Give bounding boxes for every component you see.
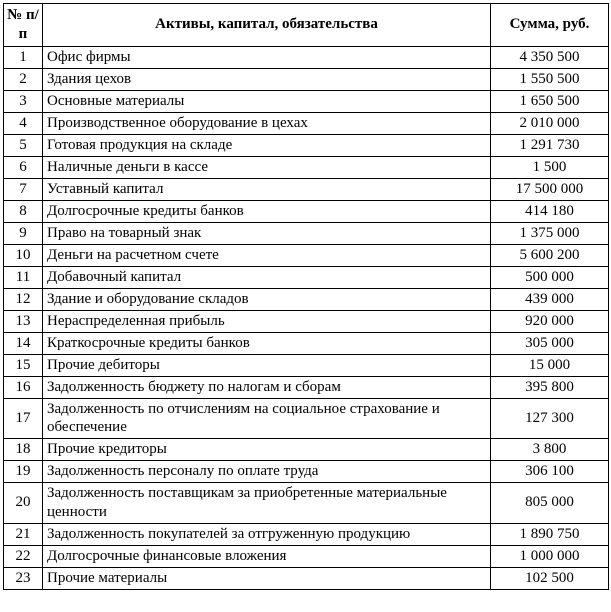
row-amount-cell: 500 000: [491, 266, 609, 288]
row-name-cell: Задолженность бюджету по налогам и сборам: [43, 376, 491, 398]
table-row: [4, 46, 609, 68]
row-amount-cell: 2 010 000: [491, 112, 609, 134]
row-name-cell: Право на товарный знак: [43, 222, 491, 244]
row-name-cell: Уставный капитал: [43, 178, 491, 200]
row-number-cell: 21: [4, 523, 43, 545]
row-amount-cell: 15 000: [491, 354, 609, 376]
row-number-cell: 22: [4, 545, 43, 567]
row-number-cell: 13: [4, 310, 43, 332]
row-name-cell: Прочие материалы: [43, 567, 491, 589]
table-row: [4, 439, 609, 461]
row-name-cell: Здание и оборудование складов: [43, 288, 491, 310]
table-row: [4, 398, 609, 439]
row-name-cell: Офис фирмы: [43, 46, 491, 68]
row-number-cell: 8: [4, 200, 43, 222]
table-row: [4, 222, 609, 244]
row-amount-cell: 414 180: [491, 200, 609, 222]
row-name-cell: Производственное оборудование в цехах: [43, 112, 491, 134]
table-row: [4, 354, 609, 376]
row-amount-cell: 805 000: [491, 483, 609, 524]
table-header-row: [4, 4, 609, 47]
header-num: № п/п: [4, 4, 43, 47]
table-row: [4, 310, 609, 332]
row-name-cell: Нераспределенная прибыль: [43, 310, 491, 332]
row-name-cell: Основные материалы: [43, 90, 491, 112]
row-number-cell: 18: [4, 439, 43, 461]
row-name-cell: Наличные деньги в кассе: [43, 156, 491, 178]
row-number-cell: 3: [4, 90, 43, 112]
table-row: [4, 134, 609, 156]
row-name-cell: Здания цехов: [43, 68, 491, 90]
row-name-cell: Долгосрочные финансовые вложения: [43, 545, 491, 567]
row-number-cell: 15: [4, 354, 43, 376]
row-name-cell: Задолженность покупателей за отгруженную продукцию: [43, 523, 491, 545]
table-row: [4, 200, 609, 222]
row-number-cell: 2: [4, 68, 43, 90]
row-amount-cell: 395 800: [491, 376, 609, 398]
table-row: [4, 523, 609, 545]
row-name-cell: Прочие кредиторы: [43, 439, 491, 461]
row-amount-cell: 920 000: [491, 310, 609, 332]
row-name-cell: Краткосрочные кредиты банков: [43, 332, 491, 354]
table-row: [4, 545, 609, 567]
row-number-cell: 14: [4, 332, 43, 354]
balance-sheet-table: [3, 3, 609, 590]
row-amount-cell: 1 650 500: [491, 90, 609, 112]
table-row: [4, 266, 609, 288]
row-number-cell: 11: [4, 266, 43, 288]
row-number-cell: 9: [4, 222, 43, 244]
row-amount-cell: 1 500: [491, 156, 609, 178]
row-name-cell: Задолженность поставщикам за приобретенные материальные ценности: [43, 483, 491, 524]
row-amount-cell: 306 100: [491, 461, 609, 483]
row-amount-cell: 1 550 500: [491, 68, 609, 90]
row-name-cell: Деньги на расчетном счете: [43, 244, 491, 266]
row-number-cell: 19: [4, 461, 43, 483]
row-name-cell: Задолженность персоналу по оплате труда: [43, 461, 491, 483]
row-amount-cell: 1 375 000: [491, 222, 609, 244]
header-amount: Сумма, руб.: [491, 4, 609, 47]
row-name-cell: Прочие дебиторы: [43, 354, 491, 376]
row-amount-cell: 439 000: [491, 288, 609, 310]
row-amount-cell: 1 291 730: [491, 134, 609, 156]
row-amount-cell: 1 890 750: [491, 523, 609, 545]
row-number-cell: 23: [4, 567, 43, 589]
row-amount-cell: 305 000: [491, 332, 609, 354]
row-number-cell: 20: [4, 483, 43, 524]
row-name-cell: Долгосрочные кредиты банков: [43, 200, 491, 222]
row-amount-cell: 102 500: [491, 567, 609, 589]
row-amount-cell: 4 350 500: [491, 46, 609, 68]
table-row: [4, 244, 609, 266]
table-row: [4, 332, 609, 354]
row-amount-cell: 3 800: [491, 439, 609, 461]
row-amount-cell: 5 600 200: [491, 244, 609, 266]
table-row: [4, 178, 609, 200]
table-row: [4, 288, 609, 310]
table-row: [4, 376, 609, 398]
table-row: [4, 567, 609, 589]
row-number-cell: 16: [4, 376, 43, 398]
header-name: Активы, капитал, обязательства: [43, 4, 491, 47]
table-row: [4, 90, 609, 112]
row-name-cell: Добавочный капитал: [43, 266, 491, 288]
row-number-cell: 5: [4, 134, 43, 156]
row-number-cell: 17: [4, 398, 43, 439]
table-row: [4, 112, 609, 134]
row-number-cell: 4: [4, 112, 43, 134]
table-row: [4, 156, 609, 178]
row-number-cell: 1: [4, 46, 43, 68]
row-name-cell: Задолженность по отчислениям на социальное страхование и обеспечение: [43, 398, 491, 439]
row-number-cell: 7: [4, 178, 43, 200]
table-row: [4, 68, 609, 90]
table-row: [4, 483, 609, 524]
row-number-cell: 12: [4, 288, 43, 310]
row-number-cell: 10: [4, 244, 43, 266]
row-amount-cell: 127 300: [491, 398, 609, 439]
row-amount-cell: 1 000 000: [491, 545, 609, 567]
table-row: [4, 461, 609, 483]
balance-table-body: [4, 46, 609, 589]
row-number-cell: 6: [4, 156, 43, 178]
row-amount-cell: 17 500 000: [491, 178, 609, 200]
row-name-cell: Готовая продукция на складе: [43, 134, 491, 156]
